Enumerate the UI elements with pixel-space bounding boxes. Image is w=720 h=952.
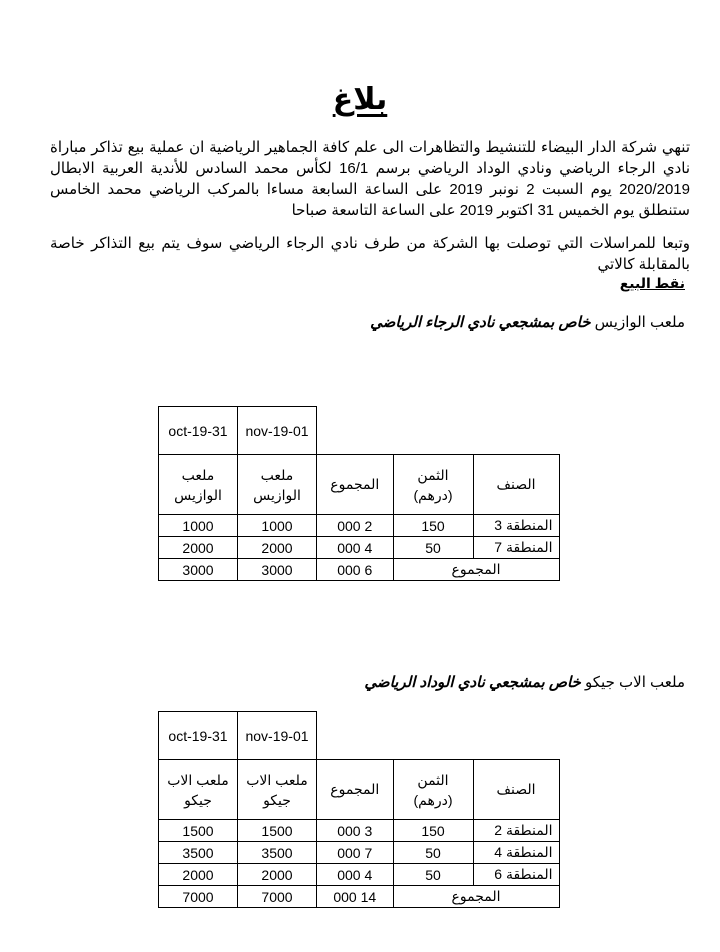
stadium-line-2 bbox=[364, 673, 685, 691]
table-row bbox=[159, 515, 560, 537]
sum-qty: 3000 bbox=[238, 559, 317, 581]
price-cell: 50 bbox=[393, 864, 473, 886]
notice-paragraph-2: وتبعا للمراسلات التي توصلت بها الشركة من طرف نادي الرجاء الرياضي سوف يتم بيع التذاكر خاصة بالمقابلة كالاتي bbox=[50, 235, 690, 273]
total-header: المجموع bbox=[317, 760, 394, 820]
date-row bbox=[159, 407, 560, 455]
zone-cell: المنطقة 4 bbox=[473, 842, 559, 864]
table-row bbox=[159, 864, 560, 886]
qty-cell: 1500 bbox=[238, 820, 317, 842]
sum-qty: 7000 bbox=[238, 886, 317, 908]
sum-qty: 3000 bbox=[159, 559, 238, 581]
qty-cell: 3500 bbox=[238, 842, 317, 864]
notice-paragraph-1: تنهي شركة الدار البيضاء للتنشيط والتظاهرات الى علم كافة الجماهير الرياضية ان عملية بيع تذاكر مباراة نادي الرجاء الرياضي ونادي الوداد الرياضي برسم 16/1 لكأس محمد السادس للأندية العربية الابطال 2020/2019 يوم السبت 2 نونبر 2019 على الساعة السابعة مساءا بالمركب الرياضي محمد الخامس ستنطلق يوم الخميس 31 اكتوبر 2019 على الساعة التاسعة صباحا bbox=[50, 139, 691, 219]
sum-row bbox=[159, 559, 560, 581]
qty-cell: 1000 bbox=[238, 515, 317, 537]
total-cell: 4 000 bbox=[317, 864, 394, 886]
sum-total: 6 000 bbox=[317, 559, 394, 581]
qty-cell: 1500 bbox=[159, 820, 238, 842]
zone-cell: المنطقة 2 bbox=[473, 820, 559, 842]
zone-header: الصنف bbox=[473, 455, 559, 515]
venue-header: ملعب الاب جيكو bbox=[238, 760, 317, 820]
reserved-text: خاص بمشجعي نادي الوداد الرياضي bbox=[364, 674, 581, 691]
zone-cell: المنطقة 6 bbox=[473, 864, 559, 886]
qty-cell: 2000 bbox=[159, 537, 238, 559]
sum-qty: 7000 bbox=[159, 886, 238, 908]
venue-header: ملعب الاب جيكو bbox=[159, 760, 238, 820]
venue-header: ملعب الوازيس bbox=[159, 455, 238, 515]
date-cell: 31-oct-19 bbox=[159, 407, 238, 455]
date-cell: 01-nov-19 bbox=[238, 407, 317, 455]
header-row bbox=[159, 760, 560, 820]
notice-title: بلاغ bbox=[332, 83, 388, 116]
stadium-label: ملعب الوازيس bbox=[594, 314, 685, 331]
price-cell: 50 bbox=[393, 842, 473, 864]
table-row bbox=[159, 537, 560, 559]
sum-label: المجموع bbox=[393, 559, 559, 581]
header-row bbox=[159, 455, 560, 515]
stadium-line-1 bbox=[370, 313, 685, 331]
total-header: المجموع bbox=[317, 455, 394, 515]
price-header: الثمن (درهم) bbox=[393, 760, 473, 820]
sum-total: 14 000 bbox=[317, 886, 394, 908]
total-cell: 3 000 bbox=[317, 820, 394, 842]
tickets-table-2 bbox=[158, 711, 560, 908]
qty-cell: 2000 bbox=[159, 864, 238, 886]
sales-points-heading: نقط البيع bbox=[619, 275, 685, 291]
date-cell: 01-nov-19 bbox=[238, 712, 317, 760]
qty-cell: 2000 bbox=[238, 864, 317, 886]
reserved-text: خاص بمشجعي نادي الرجاء الرياضي bbox=[370, 314, 591, 331]
qty-cell: 1000 bbox=[159, 515, 238, 537]
price-cell: 150 bbox=[393, 515, 473, 537]
date-cell: 31-oct-19 bbox=[159, 712, 238, 760]
table-row bbox=[159, 820, 560, 842]
venue-header: ملعب الوازيس bbox=[238, 455, 317, 515]
qty-cell: 2000 bbox=[238, 537, 317, 559]
tickets-table-1 bbox=[158, 406, 560, 581]
sum-row bbox=[159, 886, 560, 908]
table-row bbox=[159, 842, 560, 864]
price-cell: 150 bbox=[393, 820, 473, 842]
qty-cell: 3500 bbox=[159, 842, 238, 864]
date-row bbox=[159, 712, 560, 760]
zone-cell: المنطقة 7 bbox=[473, 537, 559, 559]
total-cell: 2 000 bbox=[317, 515, 394, 537]
zone-header: الصنف bbox=[473, 760, 559, 820]
total-cell: 4 000 bbox=[317, 537, 394, 559]
price-header: الثمن (درهم) bbox=[393, 455, 473, 515]
zone-cell: المنطقة 3 bbox=[473, 515, 559, 537]
stadium-label: ملعب الاب جيكو bbox=[585, 674, 685, 691]
total-cell: 7 000 bbox=[317, 842, 394, 864]
sum-label: المجموع bbox=[393, 886, 559, 908]
price-cell: 50 bbox=[393, 537, 473, 559]
